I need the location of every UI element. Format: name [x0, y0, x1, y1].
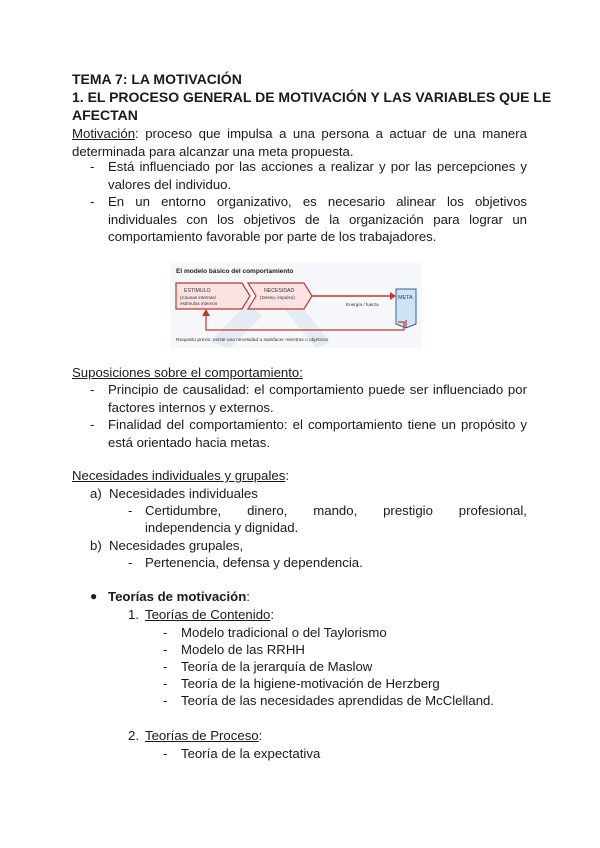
contenido-heading-line [145, 606, 274, 624]
item-profesional: profesional, [458, 503, 527, 518]
dash-marker: - [163, 642, 168, 657]
contenido-item: Teoría de las necesidades aprendidas de McClelland. [181, 693, 495, 708]
necesidades-individuales-line2: independencia y dignidad. [145, 520, 299, 535]
document-title: TEMA 7: LA MOTIVACIÓN [72, 71, 242, 87]
necesidades-individuales-label: Necesidades individuales [109, 486, 258, 501]
contenido-item: Modelo de las RRHH [181, 642, 305, 657]
need-sub: (Deseo, impulso) [260, 295, 295, 300]
section-heading-line2: AFECTAN [72, 107, 138, 123]
dash-marker: - [163, 659, 168, 674]
item-mando: mando, [313, 503, 358, 518]
list-marker-a: a) [90, 486, 102, 501]
dash-marker: - [90, 382, 95, 397]
necesidades-heading-line [72, 467, 289, 485]
bullet-dot: ● [90, 589, 98, 603]
proceso-heading-line [145, 727, 262, 745]
contenido-item: Modelo tradicional o del Taylorismo [181, 625, 387, 640]
dash-marker: - [163, 625, 168, 640]
teorias-heading-suffix: : [246, 589, 250, 604]
dash-marker: - [90, 159, 95, 174]
energy-label: Energía / fuerza [346, 302, 379, 307]
suposiciones-bullet-1: Principio de causalidad: el comportamiento puede ser influenciado por factores internos y externos. [108, 382, 527, 415]
dash-marker: - [90, 194, 95, 209]
figure-caption: Requisito previo: existe una necesidad a satisfacer mientras u objetivos [176, 338, 328, 343]
necesidades-grupales-item: Pertenencia, defensa y dependencia. [145, 555, 363, 570]
contenido-item: Teoría de la jerarquía de Maslow [181, 659, 373, 674]
dash-marker: - [128, 555, 133, 570]
contenido-heading: Teorías de Contenido [145, 607, 271, 622]
necesidades-heading-suffix: : [285, 468, 289, 483]
contenido-item: Teoría de la higiene-motivación de Herzberg [181, 676, 440, 691]
contenido-marker: 1. [128, 607, 139, 622]
motivacion-paragraph [72, 125, 527, 160]
stimulus-label: ESTIMULO [184, 288, 211, 294]
proceso-marker: 2. [128, 728, 139, 743]
necesidades-individuales-items [145, 502, 527, 520]
figure-title: El modelo básico del comportamiento [176, 268, 294, 275]
teorias-heading-line [108, 588, 250, 606]
list-marker-b: b) [90, 538, 102, 553]
dash-marker: - [128, 503, 133, 518]
stimulus-sub1: (Causas internas/ [180, 295, 217, 300]
suposiciones-heading: Suposiciones sobre el comportamiento: [72, 365, 303, 380]
dash-marker: - [163, 676, 168, 691]
behavior-model-diagram [170, 262, 422, 348]
dash-marker: - [163, 746, 168, 761]
proceso-item: Teoría de la expectativa [181, 746, 321, 761]
motivacion-bullet-1: Está influenciado por las acciones a realizar y por las percepciones y valores del individuo. [108, 159, 527, 192]
motivacion-term: Motivación [72, 126, 136, 141]
motivacion-definition: : proceso que impulsa a una persona a actuar de una manera determinada para alcanzar una meta propuesta. [72, 126, 527, 159]
behavior-model-figure [170, 262, 422, 348]
suposiciones-bullet-2: Finalidad del comportamiento: el comportamiento tiene un propósito y está orientado hacia metas. [108, 417, 527, 450]
item-certidumbre: Certidumbre, [145, 503, 222, 518]
dash-marker: - [90, 417, 95, 432]
need-label: NECESIDAD [264, 288, 295, 294]
proceso-suffix: : [258, 728, 263, 743]
section-heading-line1: 1. EL PROCESO GENERAL DE MOTIVACIÓN Y LAS VARIABLES QUE LE [72, 89, 552, 105]
item-prestigio: prestigio [383, 503, 433, 518]
stimulus-sub2: estímulos internos [180, 301, 218, 306]
necesidades-heading: Necesidades individuales y grupales [72, 468, 286, 483]
motivacion-bullet-2: En un entorno organizativo, es necesario alinear los objetivos individuales con los objetivos de la organización para lograr un comportamiento favorable por parte de los trabajadores. [108, 194, 527, 244]
necesidades-grupales-label: Necesidades grupales, [109, 538, 244, 553]
dash-marker: - [163, 693, 168, 708]
goal-label: META [398, 295, 413, 301]
proceso-heading: Teorías de Proceso [145, 728, 259, 743]
teorias-heading: Teorías de motivación [108, 589, 247, 604]
contenido-suffix: : [270, 607, 275, 622]
item-dinero: dinero, [247, 503, 288, 518]
